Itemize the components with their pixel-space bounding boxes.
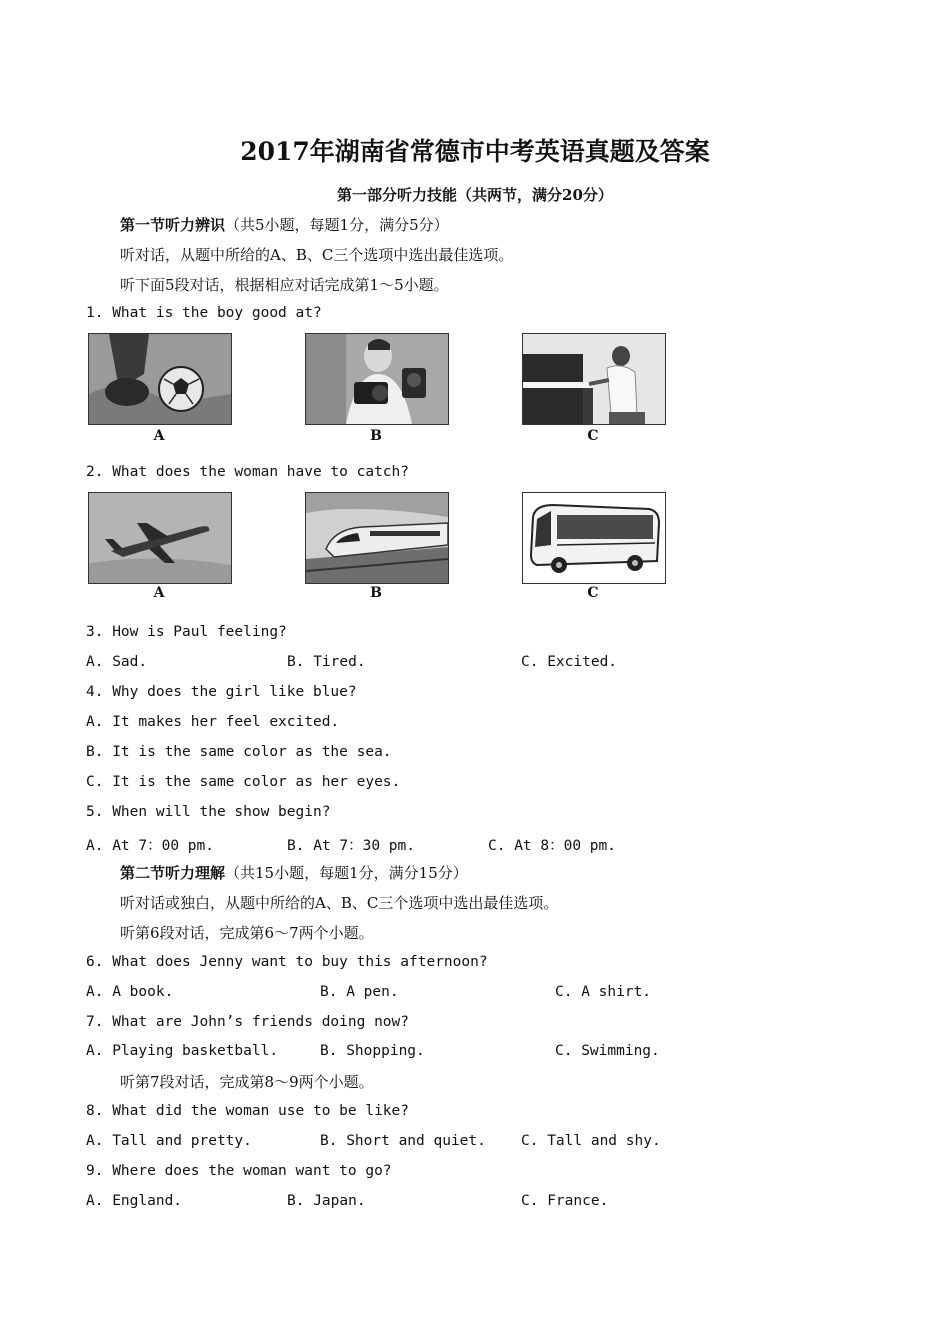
q8-option-b: B. Short and quiet. — [320, 1133, 486, 1149]
airplane-icon — [89, 493, 231, 583]
q9-question: 9. Where does the woman want to go? — [86, 1163, 392, 1179]
q3-option-a: A. Sad. — [86, 654, 148, 670]
q8-question: 8. What did the woman use to be like? — [86, 1103, 410, 1119]
q2-image-c — [522, 492, 666, 584]
q8-option-c: C. Tall and shy. — [521, 1133, 661, 1149]
section2-note: （共15小题，每题1分，满分15分） — [225, 864, 468, 882]
section1-heading: 第一节听力辨识 — [120, 216, 226, 234]
q1-image-c — [522, 333, 666, 425]
q2-label-a: A — [153, 585, 165, 601]
q4-option-a: A. It makes her feel excited. — [86, 714, 340, 730]
part1-heading: 第一部分听力技能（共两节，满分20分） — [337, 186, 613, 204]
q7-question: 7. What are John’s friends doing now? — [86, 1014, 410, 1030]
q2-label-c: C — [587, 585, 599, 601]
section2-instruction2: 听第6段对话，完成第6～7两个小题。 — [120, 924, 374, 942]
q1-image-a — [88, 333, 232, 425]
q4-option-c: C. It is the same color as her eyes. — [86, 774, 401, 790]
q2-image-b — [305, 492, 449, 584]
q1-label-c: C — [587, 428, 599, 444]
q1-label-b: B — [370, 428, 382, 444]
q9-option-b: B. Japan. — [287, 1193, 366, 1209]
q7-option-b: B. Shopping. — [320, 1043, 425, 1059]
q6-option-a: A. A book. — [86, 984, 174, 1000]
q5-option-c: C. At 8：00 pm. — [488, 838, 616, 854]
q9-option-a: A. England. — [86, 1193, 183, 1209]
q5-option-a: A. At 7：00 pm. — [86, 838, 214, 854]
section2-instruction1: 听对话或独白，从题中所给的A、B、C三个选项中选出最佳选项。 — [120, 894, 559, 912]
q5-option-b: B. At 7：30 pm. — [287, 838, 415, 854]
q7-option-a: A. Playing basketball. — [86, 1043, 279, 1059]
q9-option-c: C. France. — [521, 1193, 609, 1209]
q4-option-b: B. It is the same color as the sea. — [86, 744, 392, 760]
q6-question: 6. What does Jenny want to buy this afternoon? — [86, 954, 488, 970]
bus-icon — [523, 493, 665, 583]
section2-instruction3: 听第7段对话，完成第8～9两个小题。 — [120, 1073, 374, 1091]
q2-image-a — [88, 492, 232, 584]
q5-question: 5. When will the show begin? — [86, 804, 331, 820]
q6-option-c: C. A shirt. — [555, 984, 652, 1000]
section2-heading: 第二节听力理解 — [120, 864, 226, 882]
section1-heading-line — [120, 214, 449, 235]
q2-question: 2. What does the woman have to catch? — [86, 464, 410, 480]
camera-photographer-icon — [306, 334, 448, 424]
train-icon — [306, 493, 448, 583]
section2-heading-line — [120, 862, 468, 883]
section1-instruction1: 听对话，从题中所给的A、B、C三个选项中选出最佳选项。 — [120, 246, 514, 264]
section1-note: （共5小题，每题1分，满分5分） — [225, 216, 449, 234]
q3-option-b: B. Tired. — [287, 654, 366, 670]
section1-instruction2: 听下面5段对话，根据相应对话完成第1～5小题。 — [120, 276, 449, 294]
q2-label-b: B — [370, 585, 382, 601]
piano-player-icon — [523, 334, 665, 424]
q6-option-b: B. A pen. — [320, 984, 399, 1000]
q4-question: 4. Why does the girl like blue? — [86, 684, 357, 700]
q1-label-a: A — [153, 428, 165, 444]
q3-option-c: C. Excited. — [521, 654, 618, 670]
soccer-ball-icon — [89, 334, 231, 424]
q1-question: 1. What is the boy good at? — [86, 305, 322, 321]
q3-question: 3. How is Paul feeling? — [86, 624, 287, 640]
q8-option-a: A. Tall and pretty. — [86, 1133, 252, 1149]
page-title: 2017年湖南省常德市中考英语真题及答案 — [240, 137, 710, 166]
q1-image-b — [305, 333, 449, 425]
q7-option-c: C. Swimming. — [555, 1043, 660, 1059]
